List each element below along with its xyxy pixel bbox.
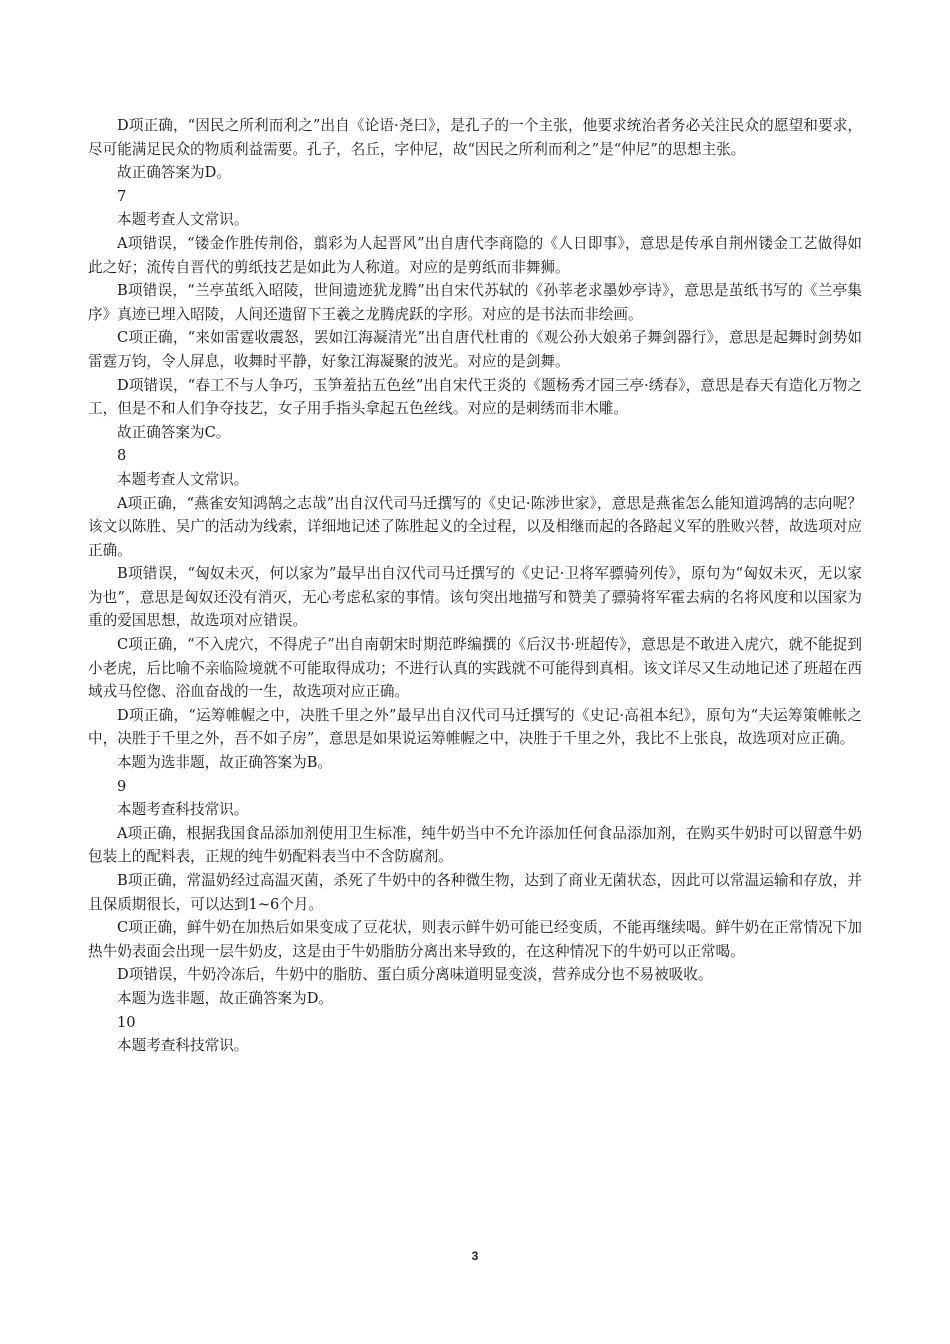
paragraph: 本题为选非题，故正确答案为D。 bbox=[117, 989, 334, 1007]
paragraph: B项正确，常温奶经过高温灭菌，杀死了牛奶中的各种微生物，达到了商业无菌状态，因此可以常温运输和存放，并且保质期很长，可以达到1~6个月。 bbox=[88, 872, 862, 913]
paragraph: 本题为选非题，故正确答案为B。 bbox=[117, 754, 333, 772]
paragraph: D项正确，“因民之所利而利之”出自《论语·尧曰》，是孔子的一个主张，他要求统治者务必关注民众的愿望和要求，尽可能满足民众的物质利益需要。孔子，名丘，字仲尼，故“因民之所利而利之”是“仲尼”的思想主张。 bbox=[88, 117, 862, 158]
paragraph: C项正确，“不入虎穴，不得虎子”出自南朝宋时期范晔编撰的《后汉书·班超传》，意思是不敢进入虎穴，就不能捉到小老虎，后比喻不亲临险境就不可能取得成功；不进行认真的实践就不可能得到真相。该文详尽又生动地记述了班超在西域戎马倥偬、浴血奋战的一生，故选项对应正确。 bbox=[88, 636, 862, 701]
paragraph: B项错误，“匈奴未灭，何以家为”最早出自汉代司马迁撰写的《史记·卫将军骠骑列传》，原句为“匈奴未灭，无以家为也”，意思是匈奴还没有消灭，无心考虑私家的事情。该句突出地描写和赞美了骠骑将军霍去病的名将风度和以国家为重的爱国思想，故选项对应错误。 bbox=[88, 565, 862, 630]
paragraph: D项错误，“春工不与人争巧，玉笋羞拈五色丝”出自宋代王炎的《题杨秀才园三亭·绣春》，意思是春天有造化万物之工，但是不和人们争夺技艺，女子用手指头拿起五色丝线。对应的是刺绣而非木雕。 bbox=[88, 376, 862, 418]
paragraph: D项正确，“运筹帷幄之中，决胜千里之外”最早出自汉代司马迁撰写的《史记·高祖本纪》，原句为“夫运筹策帷帐之中，决胜于千里之外，吾不如子房”，意思是如果说运筹帷幄之中，决胜于千里之外，我比不上张良，故选项对应正确。 bbox=[88, 706, 862, 748]
paragraph: B项错误，“兰亭茧纸入昭陵，世间遗迹犹龙腾”出自宋代苏轼的《孙莘老求墨妙亭诗》，意思是茧纸书写的《兰亭集序》真迹已埋入昭陵，人间还遗留下王羲之龙腾虎跃的字形。对应的是书法而非绘画。 bbox=[88, 282, 862, 323]
paragraph: 本题考查科技常识。 bbox=[117, 1037, 249, 1055]
question-number: 7 bbox=[117, 187, 127, 205]
paragraph: 本题考查人文常识。 bbox=[117, 211, 249, 229]
paragraph: 本题考查人文常识。 bbox=[117, 470, 249, 488]
page-number: 3 bbox=[471, 1249, 479, 1263]
paragraph: 故正确答案为D。 bbox=[117, 164, 231, 182]
paragraph: D项错误，牛奶冷冻后，牛奶中的脂肪、蛋白质分离味道明显变淡，营养成分也不易被吸收。 bbox=[117, 966, 713, 984]
paragraph: A项错误，“镂金作胜传荆俗，翦彩为人起晋风”出自唐代李商隐的《人日即事》，意思是传承自荆州镂金工艺做得如此之好；流传自晋代的剪纸技艺是如此为人称道。对应的是剪纸而非舞狮。 bbox=[88, 234, 862, 276]
document-body bbox=[88, 114, 862, 1058]
question-number: 10 bbox=[117, 1013, 136, 1031]
paragraph: 故正确答案为C。 bbox=[117, 423, 231, 441]
paragraph: 本题考查科技常识。 bbox=[117, 801, 249, 819]
question-number: 9 bbox=[117, 777, 127, 795]
question-number: 8 bbox=[117, 447, 127, 465]
paragraph: A项正确，“燕雀安知鸿鹄之志哉”出自汉代司马迁撰写的《史记·陈涉世家》，意思是燕雀怎么能知道鸿鹄的志向呢？该文以陈胜、吴广的活动为线索，详细地记述了陈胜起义的全过程，以及相继而起的各路起义军的胜败兴替，故选项对应正确。 bbox=[88, 494, 862, 559]
paragraph: C项正确，“来如雷霆收震怒，罢如江海凝清光”出自唐代杜甫的《观公孙大娘弟子舞剑器行》，意思是起舞时剑势如雷霆万钧，令人屏息，收舞时平静，好象江海凝聚的波光。对应的是剑舞。 bbox=[88, 329, 862, 370]
paragraph: C项正确，鲜牛奶在加热后如果变成了豆花状，则表示鲜牛奶可能已经变质，不能再继续喝。鲜牛奶在正常情况下加热牛奶表面会出现一层牛奶皮，这是由于牛奶脂肪分离出来导致的，在这种情况下的牛奶可以正常喝。 bbox=[88, 919, 862, 960]
paragraph: A项正确，根据我国食品添加剂使用卫生标准，纯牛奶当中不允许添加任何食品添加剂，在购买牛奶时可以留意牛奶包装上的配料表，正规的纯牛奶配料表当中不含防腐剂。 bbox=[88, 824, 862, 866]
